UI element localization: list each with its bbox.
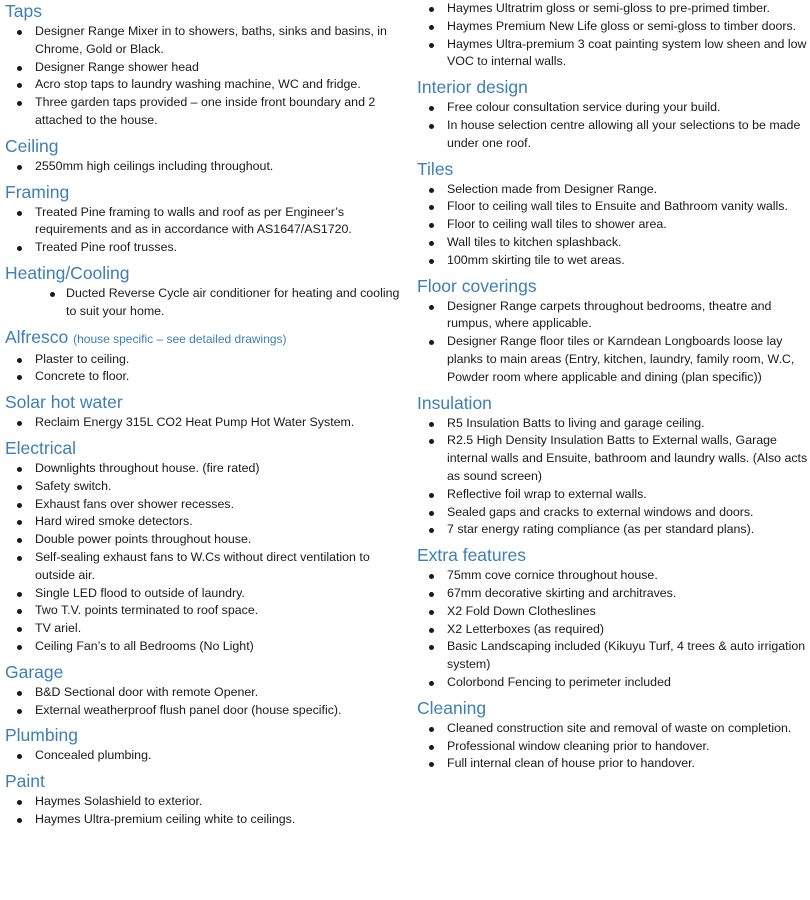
- section-tiles: [417, 158, 809, 270]
- section-taps: [5, 0, 405, 130]
- list-item: X2 Letterboxes (as required): [417, 621, 809, 639]
- section-title: Floor coverings: [417, 275, 537, 296]
- list-item: Colorbond Fencing to perimeter included: [417, 674, 809, 692]
- list-item: 67mm decorative skirting and architraves.: [417, 585, 809, 603]
- list-item: Sealed gaps and cracks to external windows and doors.: [417, 504, 809, 522]
- bullet-list: [417, 415, 809, 540]
- section-title: Ceiling: [5, 135, 59, 156]
- section-heading: [5, 661, 405, 683]
- section-framing: [5, 181, 405, 257]
- list-item: External weatherproof flush panel door (house specific).: [5, 702, 405, 720]
- list-item: B&D Sectional door with remote Opener.: [5, 684, 405, 702]
- section-title: Taps: [5, 1, 42, 21]
- section-solar: [5, 391, 405, 432]
- list-item: Haymes Premium New Life gloss or semi-gloss to timber doors.: [417, 18, 809, 36]
- bullet-list: [417, 0, 809, 71]
- section-title: Plumbing: [5, 725, 78, 746]
- bullet-list: [5, 414, 405, 432]
- section-heading: [5, 135, 405, 157]
- list-item: Ducted Reverse Cycle air conditioner for heating and cooling to suit your home.: [5, 285, 405, 321]
- list-item: Exhaust fans over shower recesses.: [5, 496, 405, 514]
- list-item: Full internal clean of house prior to handover.: [417, 755, 809, 773]
- list-item: Three garden taps provided – one inside front boundary and 2 attached to the house.: [5, 94, 405, 130]
- list-item: Basic Landscaping included (Kikuyu Turf, 4 trees & auto irrigation system): [417, 638, 809, 674]
- bullet-list: [5, 684, 405, 720]
- list-item: Downlights throughout house. (fire rated): [5, 460, 405, 478]
- list-item: Cleaned construction site and removal of waste on completion.: [417, 720, 809, 738]
- list-item: Designer Range shower head: [5, 59, 405, 77]
- list-item: Designer Range floor tiles or Karndean Longboards loose lay planks to main areas (Entry, kitchen, laundry, family room, W.C, Powder room where applicable and dining (plan specific)): [417, 333, 809, 386]
- bullet-list: [417, 567, 809, 692]
- section-heading: [417, 275, 809, 297]
- list-item: Haymes Ultra-premium 3 coat painting system low sheen and low VOC to internal walls.: [417, 36, 809, 72]
- section-heading: [5, 0, 405, 22]
- list-item: R2.5 High Density Insulation Batts to External walls, Garage internal walls and Ensuite, bathroom and laundry walls. (Also acts as sound screen): [417, 432, 809, 485]
- bullet-list: [5, 747, 405, 765]
- section-title: Solar hot water: [5, 392, 123, 413]
- list-item: Haymes Ultra-premium ceiling white to ceilings.: [5, 811, 405, 829]
- section-title: Extra features: [417, 545, 526, 566]
- section-heading: [5, 262, 405, 284]
- list-item: Safety switch.: [5, 478, 405, 496]
- section-ceiling: [5, 135, 405, 176]
- section-heading: [417, 158, 809, 180]
- section-heading: [5, 326, 405, 350]
- list-item: 7 star energy rating compliance (as per standard plans).: [417, 521, 809, 539]
- bullet-list: [417, 298, 809, 387]
- section-title: Insulation: [417, 392, 492, 413]
- section-heading: [5, 437, 405, 459]
- section-insulation: [417, 392, 809, 540]
- bullet-list: [5, 793, 405, 829]
- list-item: Haymes Ultratrim gloss or semi-gloss to pre-primed timber.: [417, 0, 809, 18]
- right-column: [417, 0, 809, 778]
- list-item: Floor to ceiling wall tiles to shower area.: [417, 216, 809, 234]
- list-item: Wall tiles to kitchen splashback.: [417, 234, 809, 252]
- list-item: Double power points throughout house.: [5, 531, 405, 549]
- section-plumbing: [5, 724, 405, 765]
- bullet-list: [5, 460, 405, 656]
- bullet-list: [5, 204, 405, 257]
- section-electrical: [5, 437, 405, 656]
- list-item: X2 Fold Down Clotheslines: [417, 603, 809, 621]
- section-heading: [5, 391, 405, 413]
- list-item: Plaster to ceiling.: [5, 351, 405, 369]
- section-note: (house specific – see detailed drawings): [73, 331, 287, 346]
- list-item: Acro stop taps to laundry washing machine, WC and fridge.: [5, 76, 405, 94]
- bullet-list: [417, 720, 809, 773]
- list-item: Designer Range carpets throughout bedrooms, theatre and rumpus, where applicable.: [417, 298, 809, 334]
- list-item: Ceiling Fan’s to all Bedrooms (No Light): [5, 638, 405, 656]
- section-title: Alfresco: [5, 326, 69, 347]
- list-item: Professional window cleaning prior to handover.: [417, 738, 809, 756]
- bullet-list: [5, 351, 405, 387]
- bullet-list: [417, 99, 809, 152]
- list-item: Two T.V. points terminated to roof space.: [5, 602, 405, 620]
- list-item: 2550mm high ceilings including throughout.: [5, 158, 405, 176]
- section-title: Tiles: [417, 158, 454, 179]
- section-paint-cont: [417, 0, 809, 71]
- section-alfresco: [5, 326, 405, 387]
- section-heading: [417, 544, 809, 566]
- section-title: Interior design: [417, 77, 528, 98]
- bullet-list: [5, 285, 405, 321]
- section-heading: [417, 76, 809, 98]
- section-garage: [5, 661, 405, 720]
- list-item: Reclaim Energy 315L CO2 Heat Pump Hot Water System.: [5, 414, 405, 432]
- section-heading: [5, 770, 405, 792]
- section-heading: [5, 724, 405, 746]
- bullet-list: [5, 158, 405, 176]
- section-floor: [417, 275, 809, 387]
- list-item: Treated Pine roof trusses.: [5, 239, 405, 257]
- list-item: Designer Range Mixer in to showers, baths, sinks and basins, in Chrome, Gold or Black.: [5, 23, 405, 59]
- list-item: Selection made from Designer Range.: [417, 181, 809, 199]
- list-item: Treated Pine framing to walls and roof as per Engineer’s requirements and as in accordance with AS1647/AS1720.: [5, 204, 405, 240]
- section-heading: [417, 697, 809, 719]
- list-item: Concealed plumbing.: [5, 747, 405, 765]
- list-item: 75mm cove cornice throughout house.: [417, 567, 809, 585]
- section-title: Framing: [5, 181, 70, 202]
- section-heading: [5, 181, 405, 203]
- list-item: Haymes Solashield to exterior.: [5, 793, 405, 811]
- list-item: Reflective foil wrap to external walls.: [417, 486, 809, 504]
- list-item: Single LED flood to outside of laundry.: [5, 585, 405, 603]
- list-item: Free colour consultation service during your build.: [417, 99, 809, 117]
- list-item: Floor to ceiling wall tiles to Ensuite and Bathroom vanity walls.: [417, 198, 809, 216]
- section-heating: [5, 262, 405, 321]
- section-interior: [417, 76, 809, 152]
- list-item: Concrete to floor.: [5, 368, 405, 386]
- bullet-list: [5, 23, 405, 130]
- list-item: R5 Insulation Batts to living and garage ceiling.: [417, 415, 809, 433]
- section-title: Heating/Cooling: [5, 262, 130, 283]
- section-cleaning: [417, 697, 809, 773]
- bullet-list: [417, 181, 809, 270]
- section-paint: [5, 770, 405, 829]
- list-item: TV ariel.: [5, 620, 405, 638]
- section-extra: [417, 544, 809, 692]
- list-item: Self-sealing exhaust fans to W.Cs without direct ventilation to outside air.: [5, 549, 405, 585]
- list-item: In house selection centre allowing all your selections to be made under one roof.: [417, 117, 809, 153]
- section-title: Electrical: [5, 437, 76, 458]
- left-column: [5, 0, 405, 834]
- section-title: Garage: [5, 661, 64, 682]
- section-title: Paint: [5, 771, 45, 792]
- section-title: Cleaning: [417, 697, 487, 718]
- section-heading: [417, 392, 809, 414]
- list-item: Hard wired smoke detectors.: [5, 513, 405, 531]
- list-item: 100mm skirting tile to wet areas.: [417, 252, 809, 270]
